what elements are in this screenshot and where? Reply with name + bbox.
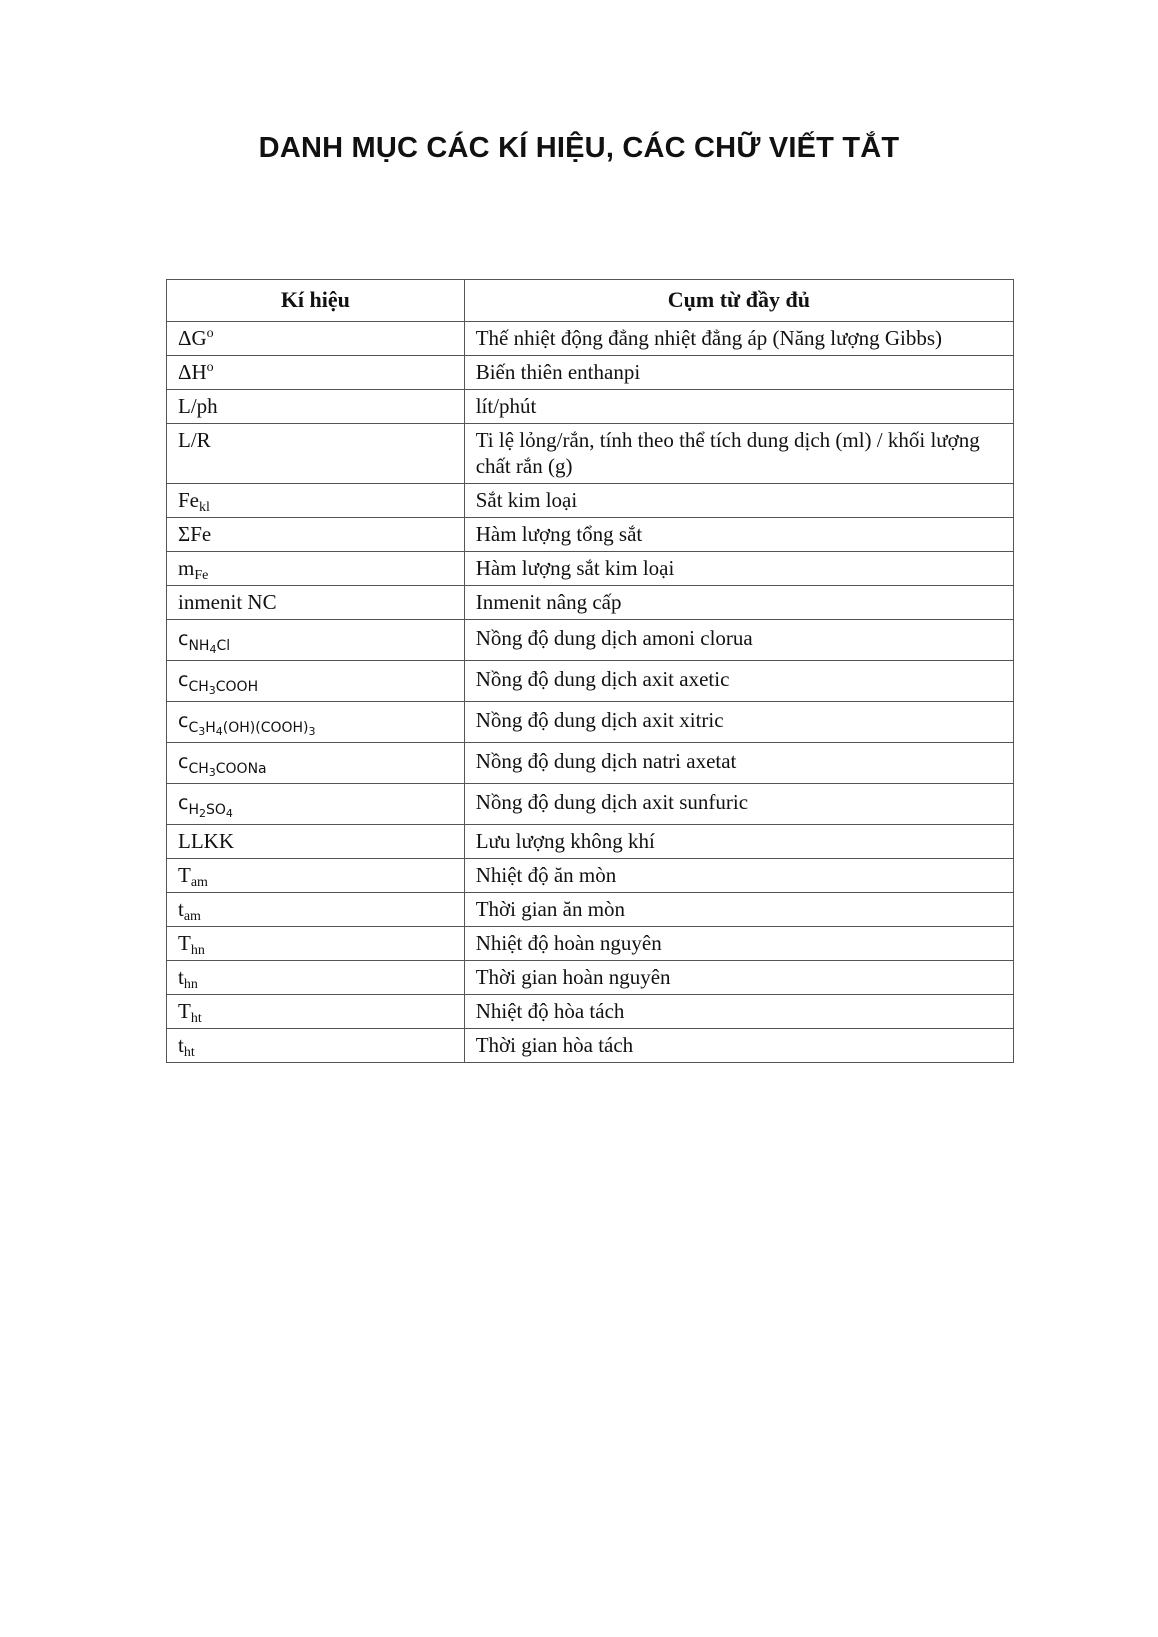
symbol-base: Fe xyxy=(178,488,199,512)
description-cell: Nhiệt độ ăn mòn xyxy=(464,859,1013,893)
symbol-cell xyxy=(167,859,465,893)
formula-index: 2 xyxy=(198,807,206,820)
symbol-cell xyxy=(167,484,465,518)
formula-index: 4 xyxy=(225,807,233,820)
symbol-base: t xyxy=(178,1033,184,1057)
table-row xyxy=(167,390,1014,424)
symbol-base: T xyxy=(178,931,191,955)
header-meaning: Cụm từ đầy đủ xyxy=(464,280,1013,322)
symbol xyxy=(178,999,202,1026)
symbol xyxy=(178,522,211,546)
symbol-base: t xyxy=(178,965,184,989)
symbol-subscript xyxy=(188,761,266,777)
description-cell: Thời gian hoàn nguyên xyxy=(464,961,1013,995)
symbol xyxy=(178,1033,195,1060)
description-cell: Nồng độ dung dịch axit axetic xyxy=(464,661,1013,702)
symbol xyxy=(178,710,316,738)
symbol-cell xyxy=(167,995,465,1029)
description-cell: Thời gian ăn mòn xyxy=(464,893,1013,927)
symbol-subscript: ht xyxy=(183,1045,195,1060)
symbol xyxy=(178,628,231,656)
header-symbol: Kí hiệu xyxy=(167,280,465,322)
formula-part: CH xyxy=(188,679,209,695)
formula-part: NH xyxy=(188,638,210,654)
symbol-base: ΔH xyxy=(178,360,207,384)
symbol-cell xyxy=(167,424,465,484)
table-row xyxy=(167,893,1014,927)
symbol xyxy=(178,556,209,583)
formula-index: 4 xyxy=(209,643,217,656)
formula-part: Cl xyxy=(216,638,231,654)
description-cell: lít/phút xyxy=(464,390,1013,424)
symbol-superscript: o xyxy=(206,326,214,341)
formula-part: (OH)(COOH) xyxy=(222,720,309,736)
formula-part: H xyxy=(205,720,216,736)
symbol-cell xyxy=(167,927,465,961)
symbol-cell xyxy=(167,586,465,620)
symbol-base: c xyxy=(178,751,189,773)
symbol-cell xyxy=(167,356,465,390)
formula-part: COOH xyxy=(215,679,259,695)
symbol-cell xyxy=(167,661,465,702)
table-row xyxy=(167,743,1014,784)
symbol xyxy=(178,863,208,890)
symbol-subscript: ht xyxy=(190,1011,202,1026)
symbol-base: T xyxy=(178,863,191,887)
symbol-subscript xyxy=(188,720,315,736)
symbol xyxy=(178,488,210,515)
page-title: DANH MỤC CÁC KÍ HIỆU, CÁC CHỮ VIẾT TẮT xyxy=(258,132,900,164)
description-cell: Hàm lượng tổng sắt xyxy=(464,518,1013,552)
symbol-cell xyxy=(167,961,465,995)
table-row xyxy=(167,424,1014,484)
symbol-base: t xyxy=(178,897,184,921)
table-row xyxy=(167,322,1014,356)
description-cell: Biến thiên enthanpi xyxy=(464,356,1013,390)
symbol-cell xyxy=(167,1029,465,1063)
description-cell: Inmenit nâng cấp xyxy=(464,586,1013,620)
symbol-subscript: am xyxy=(183,909,201,924)
symbol-subscript: hn xyxy=(190,943,205,958)
table-row xyxy=(167,518,1014,552)
symbol-subscript: hn xyxy=(183,977,198,992)
symbol-cell xyxy=(167,390,465,424)
symbol-base: c xyxy=(178,792,189,814)
description-cell: Ti lệ lỏng/rắn, tính theo thể tích dung dịch (ml) / khối lượng chất rắn (g) xyxy=(464,424,1013,484)
symbol-cell xyxy=(167,893,465,927)
table-row xyxy=(167,825,1014,859)
description-cell: Sắt kim loại xyxy=(464,484,1013,518)
table-row xyxy=(167,1029,1014,1063)
symbol xyxy=(178,394,218,418)
formula-index: 3 xyxy=(198,725,206,738)
symbol-cell xyxy=(167,552,465,586)
symbol-subscript: kl xyxy=(199,500,210,515)
symbol xyxy=(178,965,198,992)
description-cell: Hàm lượng sắt kim loại xyxy=(464,552,1013,586)
description-cell: Nhiệt độ hoàn nguyên xyxy=(464,927,1013,961)
symbol-base: c xyxy=(178,710,189,732)
symbol xyxy=(178,931,205,958)
formula-part: H xyxy=(188,802,199,818)
symbol xyxy=(178,792,233,820)
table-row xyxy=(167,702,1014,743)
symbol-cell xyxy=(167,784,465,825)
formula-part: COONa xyxy=(215,761,267,777)
symbol xyxy=(178,751,267,779)
description-cell: Thế nhiệt động đẳng nhiệt đẳng áp (Năng lượng Gibbs) xyxy=(464,322,1013,356)
symbol-cell xyxy=(167,825,465,859)
formula-part: SO xyxy=(205,802,226,818)
symbol-subscript: am xyxy=(190,875,208,890)
symbol-subscript xyxy=(188,802,232,818)
symbol-base: LLKK xyxy=(178,829,234,853)
symbol-base: T xyxy=(178,999,191,1023)
symbol xyxy=(178,360,214,384)
symbol xyxy=(178,829,234,853)
description-cell: Nồng độ dung dịch amoni clorua xyxy=(464,620,1013,661)
table-row xyxy=(167,784,1014,825)
table-row xyxy=(167,552,1014,586)
symbol-base: ΔG xyxy=(178,326,207,350)
symbol-superscript: o xyxy=(206,360,214,375)
symbol-subscript xyxy=(188,638,230,654)
symbol xyxy=(178,326,214,350)
table-row xyxy=(167,859,1014,893)
symbol-base: ΣFe xyxy=(178,522,212,546)
formula-index: 3 xyxy=(208,684,216,697)
table-body xyxy=(167,322,1014,1063)
symbol-cell xyxy=(167,518,465,552)
table-row xyxy=(167,995,1014,1029)
symbol-base: L/R xyxy=(178,428,211,452)
table-row xyxy=(167,961,1014,995)
symbol xyxy=(178,897,201,924)
symbol-cell xyxy=(167,743,465,784)
symbol-base: L/ph xyxy=(178,394,218,418)
symbol-cell xyxy=(167,620,465,661)
description-cell: Thời gian hòa tách xyxy=(464,1029,1013,1063)
symbol xyxy=(178,669,259,697)
table-row xyxy=(167,356,1014,390)
table-row xyxy=(167,484,1014,518)
table-row xyxy=(167,620,1014,661)
description-cell: Nồng độ dung dịch axit xitric xyxy=(464,702,1013,743)
symbol xyxy=(178,590,277,614)
symbol xyxy=(178,428,211,452)
symbol-cell xyxy=(167,322,465,356)
formula-part: C xyxy=(188,720,199,736)
formula-index: 4 xyxy=(215,725,223,738)
symbol-base: m xyxy=(178,556,195,580)
description-cell: Nồng độ dung dịch axit sunfuric xyxy=(464,784,1013,825)
symbol-subscript: Fe xyxy=(194,568,209,583)
formula-part: CH xyxy=(188,761,209,777)
formula-index: 3 xyxy=(208,766,216,779)
description-cell: Nồng độ dung dịch natri axetat xyxy=(464,743,1013,784)
table-header-row xyxy=(167,280,1014,322)
description-cell: Lưu lượng không khí xyxy=(464,825,1013,859)
formula-index: 3 xyxy=(308,725,316,738)
abbreviations-table xyxy=(166,279,1014,1063)
table-row xyxy=(167,661,1014,702)
table-row xyxy=(167,927,1014,961)
symbol-base: c xyxy=(178,669,189,691)
symbol-subscript xyxy=(188,679,258,695)
description-cell: Nhiệt độ hòa tách xyxy=(464,995,1013,1029)
table-row xyxy=(167,586,1014,620)
symbol-base: inmenit NC xyxy=(178,590,277,614)
symbol-base: c xyxy=(178,628,189,650)
symbol-cell xyxy=(167,702,465,743)
